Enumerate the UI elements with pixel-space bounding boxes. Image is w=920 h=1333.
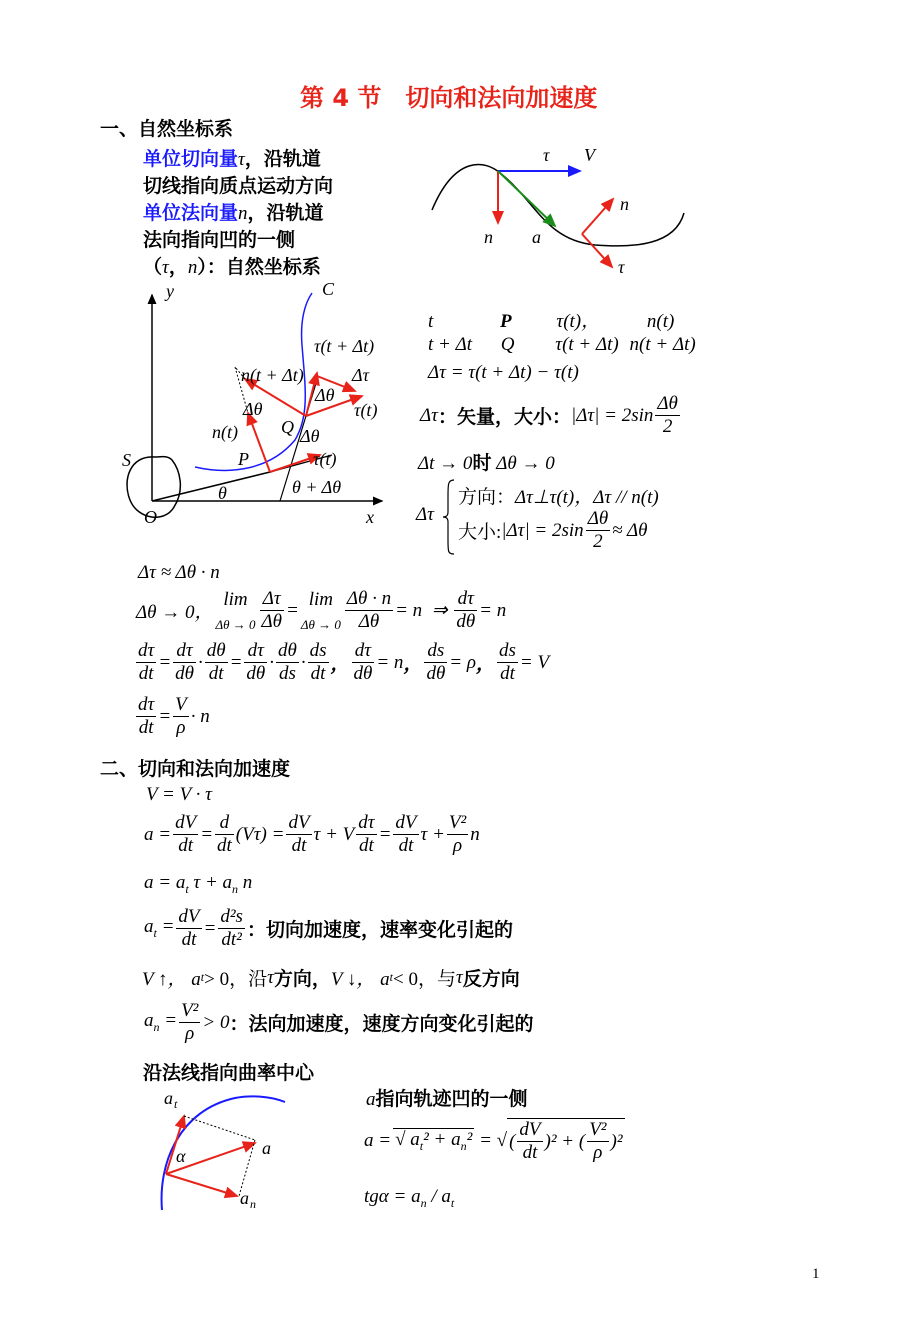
tau-symbol: τ — [238, 149, 245, 170]
svg-text:n(t): n(t) — [212, 422, 238, 442]
normal-direction-line: 法向指向凹的一侧 — [143, 229, 296, 251]
natural-coord-line: （τ，n）：自然坐标系 — [143, 256, 321, 278]
delta-tau-def: Δτ = τ(t + Δt) − τ(t) — [428, 362, 579, 383]
row-tdt: t + Δt Q τ(t + Δt) n(t + Δt) — [428, 334, 696, 355]
n-right-label: n — [620, 194, 629, 214]
section-heading-1: 一、自然坐标系 — [100, 118, 234, 140]
V-label: V — [584, 145, 595, 165]
n-arrow-right — [582, 199, 613, 234]
section-heading-2: 二、切向和法向加速度 — [100, 758, 291, 780]
row-t: t P τ(t)， n(t) — [428, 311, 675, 332]
along-track-text-2: ，沿轨道 — [247, 202, 324, 224]
svg-text:a: a — [240, 1188, 249, 1208]
svg-text:α: α — [176, 1146, 186, 1166]
along-track-text: ，沿轨道 — [244, 148, 321, 170]
svg-text:n(t + Δt): n(t + Δt) — [241, 365, 304, 385]
unit-tangent-line — [143, 144, 321, 171]
svg-text:n: n — [250, 1197, 256, 1211]
page-title: 第 4 节 切向和法向加速度 — [300, 84, 598, 112]
unit-tangent-label: 单位切向量 — [143, 148, 239, 170]
unit-normal-line — [143, 198, 324, 225]
svg-text:P: P — [238, 449, 249, 469]
svg-text:a: a — [164, 1088, 173, 1108]
svg-text:Δτ: Δτ — [352, 365, 370, 385]
eq-acceleration: a = $\frac{dV}{dt}$ = $\frac{d}{dt}$ (Vτ) = $\frac{dV}{dt}$ τ + V $\frac{d\tau}{dt}$ = $\frac{dV}{dt}$ τ + $\frac{\text{V²}}{\rho}$ n — [144, 812, 480, 856]
svg-text:Q: Q — [281, 417, 294, 437]
page-number: 1 — [812, 1266, 820, 1282]
svg-text:θ: θ — [218, 483, 227, 503]
eq-velocity: V = V · τ — [146, 784, 212, 805]
svg-text:a: a — [262, 1138, 271, 1158]
tau-label: τ — [543, 145, 550, 165]
svg-text:τ(t + Δt): τ(t + Δt) — [314, 336, 375, 356]
svg-text:τ(t): τ(t) — [354, 400, 378, 420]
tangent-direction-line: 切线指向质点运动方向 — [143, 175, 334, 197]
eq-a-components: $a = a_t$ $\tau + a_n$ n — [144, 872, 253, 896]
svg-text:S: S — [122, 450, 131, 470]
normal-direction-text: 沿法线指向曲率中心 — [143, 1062, 315, 1084]
svg-text:Δθ: Δθ — [300, 426, 320, 446]
sine-curve-diagram — [420, 135, 700, 280]
svg-text:x: x — [366, 507, 374, 527]
eq-delta-tau-approx: Δτ ≈ Δθ · n — [138, 562, 220, 583]
eq-chain-rule: $\frac{d\tau}{dt}$ = $\frac{d\tau}{d\theta}$ · $\frac{d\theta}{dt}$ = $\frac{d\tau}{d\theta}$ · $\frac{d\theta}{ds}$ · $\frac{ds}{dt}$ ， $\frac{d\tau}{d\theta}$ = n ， $\frac{ds}{d\theta}$ = ρ ， $\frac{ds}{dt}$ = V — [138, 640, 550, 684]
tau-bottom-label: τ — [618, 257, 625, 277]
trajectory-curve — [432, 164, 684, 245]
a-label: a — [532, 227, 541, 247]
svg-text:θ + Δθ: θ + Δθ — [292, 477, 342, 497]
svg-text:y: y — [166, 281, 174, 301]
natural-coord-diagram — [110, 275, 410, 535]
delta-tau-magnitude: Δτ ：矢量，大小： |Δτ| = 2sin $\frac{\Delta\theta}{2}$ — [420, 393, 678, 437]
eq-normal: $a_n$ = $\frac{\text{V²}}{\rho}$ > 0 ：法向加速度，速度方向变化引起的 — [144, 1000, 534, 1044]
acceleration-components-diagram — [140, 1082, 290, 1212]
unit-normal-label: 单位法向量 — [143, 202, 239, 224]
eq-dtau-dt: $\frac{d\tau}{dt}$ = $\frac{V}{\rho}$ · n — [138, 694, 210, 738]
direction-magnitude-block: Δτ 方向：Δτ⊥τ(t)，Δτ // n(t) 大小: |Δτ| = 2sin $\frac{\Delta\theta}{2}$ ≈ Δθ — [416, 478, 716, 558]
n-symbol: n — [238, 203, 248, 224]
n-left-label: n — [484, 227, 493, 247]
svg-text:Δθ: Δθ — [315, 385, 335, 405]
a-arrow — [498, 171, 555, 226]
n-t-arrow — [248, 413, 270, 472]
svg-text:O: O — [144, 507, 157, 527]
svg-text:τ(t): τ(t) — [313, 449, 337, 469]
OP-line — [152, 472, 270, 501]
svg-text:Δθ: Δθ — [243, 399, 263, 419]
a-concave-line: a指向轨迹凹的一侧 — [366, 1088, 528, 1110]
svg-text:C: C — [322, 279, 335, 299]
limit-condition: Δt → 0时 Δθ → 0 — [418, 452, 555, 474]
svg-text:t: t — [174, 1097, 178, 1111]
eq-tan-alpha: $tg\alpha = a_n / a_t$ — [364, 1186, 455, 1210]
sign-rule-line: V ↑， a t > 0，沿 τ 方向， V ↓， a t < 0，与 τ 反方向 — [142, 966, 520, 990]
eq-limit: Δθ → 0， lim Δθ → 0 $\frac{\Delta\tau}{\Delta\theta}$ = lim Δθ → 0 $\frac{\Delta\theta \cdot n}{\Delta\theta}$ = n ⇒ $\frac{d\tau}{d\theta}$ = n — [136, 588, 507, 632]
eq-tangential: $a_t$ = $\frac{dV}{dt}$ = $\frac{\text{d²s}}{\text{dt²}}$ ：切向加速度，速率变化引起的 — [144, 906, 513, 950]
an-arrow — [166, 1174, 237, 1196]
eq-magnitude: a = √ $a_t^2 + a_n^2$ = √ ( $\frac{dV}{dt}$ )² + ( $\frac{\text{V²}}{\rho}$ )² — [364, 1119, 623, 1163]
tau-arrow-bottom — [582, 234, 612, 267]
